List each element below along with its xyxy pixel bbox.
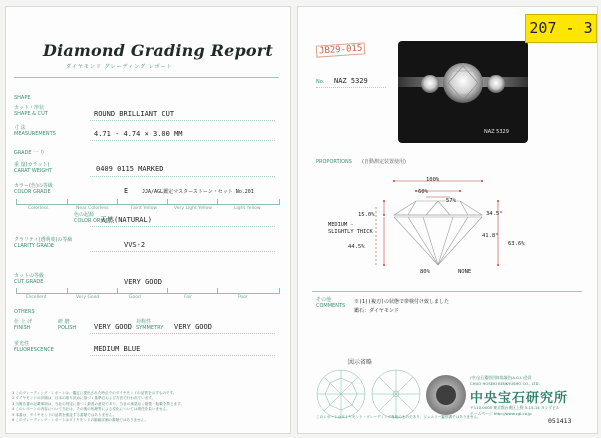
- symmetry-label-jp: 対称性: [136, 319, 152, 325]
- color-note: JJA/AGL鑑定マスターストーン・セット No.201: [142, 189, 254, 195]
- pavilion-angle: 41.8°: [482, 233, 499, 239]
- measure-value: 4.71 - 4.74 × 3.00 MM: [94, 130, 183, 138]
- divider: [312, 291, 582, 292]
- carat-label-jp: 重 量(カラット): [14, 162, 50, 168]
- cut-label-jp: カットの等級: [14, 273, 44, 279]
- cut-value: VERY GOOD: [124, 278, 162, 286]
- color-label: COLOR GRADE: [14, 189, 51, 195]
- color-scale: [16, 199, 280, 205]
- proportions-note: (自動測定装置使用): [362, 159, 406, 165]
- cut-scale-label: Excellent: [26, 295, 47, 300]
- rule: [90, 251, 275, 252]
- polish-label-jp: 研 磨: [58, 319, 70, 325]
- section-grade: GRADE 一 り: [14, 150, 45, 156]
- divider: [14, 77, 279, 78]
- seal-center: [436, 385, 456, 405]
- carat-label: CARAT WEIGHT: [14, 168, 53, 174]
- pavilion-depth: 44.5%: [348, 244, 365, 250]
- note-line: 6 このグレーディング・レポートはダイヤモンドの価値評価の書類ではありません。: [12, 418, 149, 423]
- color-value: E: [124, 187, 129, 195]
- color-scale-label: Faint Yellow: [131, 206, 158, 211]
- seal-stamp: [426, 375, 466, 415]
- shape-value: ROUND BRILLIANT CUT: [94, 110, 175, 118]
- crown-height: 15.0%: [358, 212, 375, 218]
- origin-value: 天然(NATURAL): [100, 216, 152, 224]
- report-title: Diamond Grading Report: [43, 41, 273, 60]
- lab-name-en: CHUO HOSEKI KENKYUSHO CO., LTD.: [470, 381, 540, 386]
- right-page: [297, 6, 598, 434]
- rule: [90, 226, 275, 227]
- section-proportions: PROPORTIONS: [316, 159, 352, 165]
- color-scale-label: Near Colorless: [76, 206, 109, 211]
- sticky-tag: [525, 14, 597, 43]
- symbols-label: 図示省略: [348, 359, 373, 366]
- rule: [90, 140, 275, 141]
- color-label-jp: カラー(色)の等級: [14, 183, 53, 189]
- crown-angle: 34.5°: [486, 211, 503, 217]
- rule: [90, 333, 275, 334]
- note-line: 2 ダイヤモンドの評価は、日本の取り決めに基づく基準石および方法で行われています。: [12, 396, 156, 401]
- shape-label-jp: カット・形状: [14, 105, 44, 111]
- origin-label: COLOR ORIGIN: [74, 218, 112, 224]
- cut-label: CUT GRADE: [14, 279, 44, 285]
- cut-scale-label: Good: [129, 295, 141, 300]
- lower-half: 80%: [420, 269, 430, 275]
- comments-label-jp: その他: [316, 297, 332, 303]
- cut-scale-label: Fair: [184, 295, 193, 300]
- clarity-label-jp: クラリティ(透明度)の等級: [14, 237, 73, 243]
- note-line: 3 当報告書の記載事項は、当社の判定に基づく最善の意見であり、当社の承諾なく複製・転載を禁じます。: [12, 401, 185, 406]
- lab-logo-text: 中央宝石研究所: [470, 391, 569, 406]
- carat-value: 0409 0115 MARKED: [96, 165, 164, 173]
- table-pct: 60%: [418, 189, 428, 195]
- total-pct: 100%: [426, 177, 440, 183]
- number-value: NAZ 5329: [334, 77, 368, 85]
- tag-text: 207 - 3: [529, 19, 593, 37]
- clarity-value: VVS-2: [124, 241, 146, 249]
- note-line: 1 このグレーディング・レポートは、鑑定に提出された時点でのダイヤモンドの品質を示すものです。: [12, 391, 177, 395]
- note-line: 4 このレポートの内容について当社は、その後の処理等による変化については責任を負いません。: [12, 407, 171, 412]
- fluor-label: FLUORESCENCE: [14, 347, 54, 353]
- cut-scale-label: Poor: [238, 295, 248, 300]
- handwritten-note: JB29-015: [316, 42, 366, 57]
- pavilion-outline: [394, 217, 482, 265]
- disclaimer-notes: [12, 391, 284, 423]
- comment-line-1: ※(1)(複刃)の状態で帯検付け致しました: [354, 299, 450, 305]
- lab-address: 〒110-0005 東京都台東区上野 5-15-14 ヨシダビル: [470, 405, 560, 410]
- fluor-label-jp: 蛍光性: [14, 341, 30, 347]
- measure-label-jp: 寸 法: [14, 125, 26, 131]
- measure-label: MEASUREMENTS: [14, 131, 56, 137]
- color-scale-label: Light Yellow: [234, 206, 261, 211]
- note-line: 5 本書は、ダイヤモンドの品質を保証する書類ではありません。: [12, 412, 117, 417]
- color-scale-label: Very Light Yellow: [174, 206, 212, 211]
- girdle-value: MEDIUM - SLIGHTLY THICK: [328, 222, 373, 235]
- origin-label-jp: 色の起源: [74, 212, 95, 218]
- cut-scale-label: Very Good: [76, 295, 100, 300]
- symmetry-label: SYMMETRY: [136, 325, 164, 331]
- polish-label: POLISH: [58, 325, 77, 331]
- rule: [90, 176, 275, 177]
- symmetry-value: VERY GOOD: [174, 323, 212, 331]
- rule: [90, 355, 275, 356]
- section-others: OTHERS: [14, 309, 35, 315]
- rule: [316, 87, 386, 88]
- comments-label: COMMENTS: [316, 303, 346, 309]
- crown-outline: [394, 201, 482, 215]
- polish-value: VERY GOOD: [94, 323, 132, 331]
- depth-pct: 63.6%: [508, 241, 525, 247]
- color-scale-label: Colorless: [28, 206, 49, 211]
- clarity-label: CLARITY GRADE: [14, 243, 55, 249]
- comment-line-2: 鑑石：ダイヤモンド: [354, 308, 399, 314]
- certificate-number: 051413: [548, 417, 572, 425]
- star-pct: 57%: [446, 198, 456, 204]
- rule: [90, 120, 275, 121]
- lab-association: (中)宝石鑑別団体協議会(A.G.L)会員: [470, 375, 532, 380]
- finish-label: FINISH: [14, 325, 31, 331]
- fluor-value: MEDIUM BLUE: [94, 345, 141, 353]
- cut-scale: [16, 288, 280, 294]
- stone-photo: [398, 41, 528, 143]
- shape-label: SHAPE & CUT: [14, 111, 48, 117]
- bottom-note: このレポートはダイヤモンド・グレーディング専用のものであり、ジュエリー鑑別書ではありません。: [316, 415, 482, 419]
- ring-image: [398, 41, 528, 143]
- section-shape: SHAPE: [14, 95, 31, 101]
- photo-caption: NAZ 5329: [484, 129, 509, 135]
- lab-url: ホームページ http://www.cgl.co.jp: [470, 411, 532, 416]
- left-page: [5, 6, 291, 434]
- report-subtitle: ダイヤモンド グレーディング レポート: [66, 64, 173, 70]
- number-label: No.: [316, 79, 325, 85]
- finish-label-jp: 仕 上 げ: [14, 319, 33, 325]
- culet-value: NONE: [458, 269, 472, 275]
